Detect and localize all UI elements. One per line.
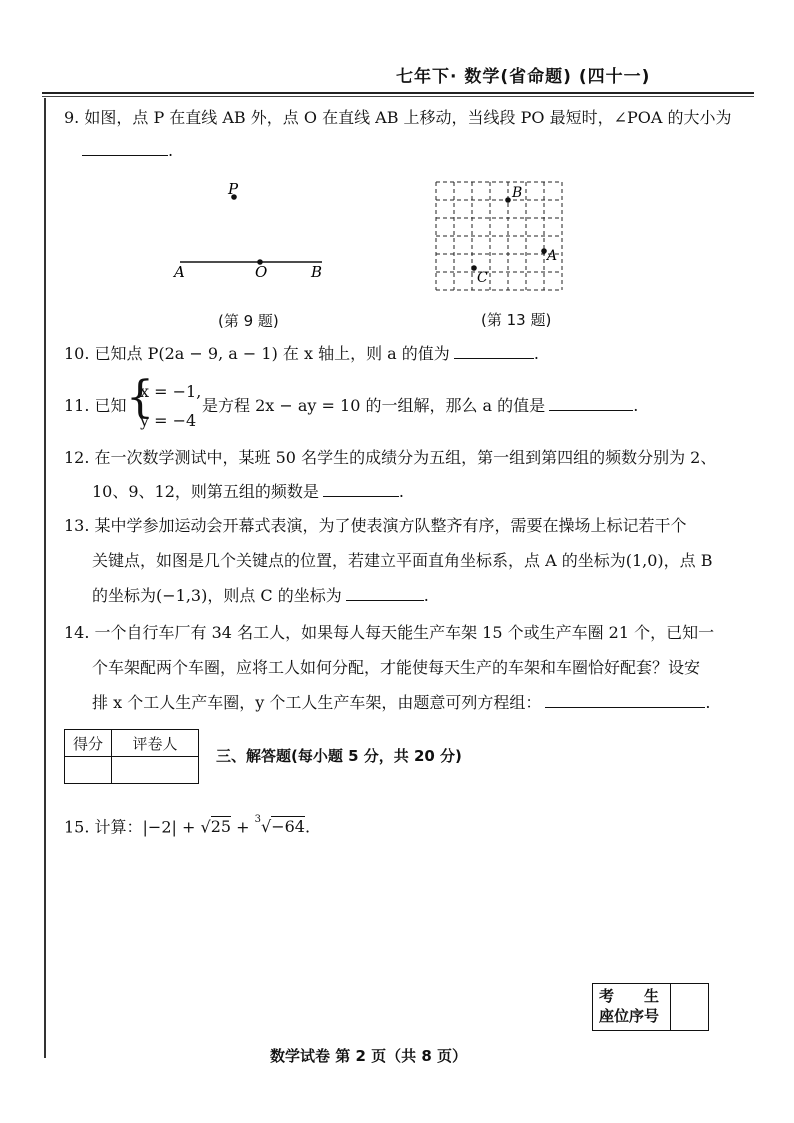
question-11-eq1: x = −1, [140, 382, 202, 401]
system-brace: { [126, 372, 154, 423]
point-c [471, 265, 477, 271]
point-b [505, 197, 511, 203]
question-14-text: 排 x 个工人生产车圈，y 个工人生产车架，由题意可列方程组： [92, 693, 542, 712]
cbrt-symbol: √ [261, 817, 272, 837]
punct: . [705, 693, 711, 712]
punct: . [533, 344, 539, 363]
question-12-line2 [92, 481, 404, 503]
question-12-line1: 12. 在一次数学测试中，某班 50 名学生的成绩分为五组，第一组到第四组的频数分别为 2、 [64, 448, 717, 467]
score-table [64, 729, 199, 784]
seat-label-line2: 座位序号 [599, 1007, 660, 1025]
left-margin-rule [44, 98, 46, 1058]
punct: . [633, 396, 639, 415]
question-13-line1: 13. 某中学参加运动会开幕式表演，为了使表演方队整齐有序，需要在操场上标记若干个 [64, 516, 687, 535]
question-10 [64, 343, 539, 365]
cbrt-expression [254, 814, 305, 837]
question-12-text: 10、9、12，则第五组的频数是 [92, 482, 319, 501]
plus: + [231, 817, 255, 837]
cbrt-index: 3 [254, 814, 261, 825]
section-3-title: 三、解答题(每小题 5 分，共 20 分) [216, 747, 462, 765]
grid-lines [436, 182, 562, 290]
question-14-line2: 个车架配两个车圈，应将工人如何分配，才能使每天生产的车架和车圈恰好配套？设安 [92, 658, 701, 677]
sqrt-expression [200, 816, 231, 836]
grader-cell[interactable] [112, 757, 199, 784]
seat-number-box [592, 983, 709, 1031]
figure-9-caption: (第 9 题) [218, 312, 279, 330]
figure-13-caption: (第 13 题) [481, 311, 552, 329]
header-tag: 七年下· 数学(省命题) (四十一) [396, 67, 651, 87]
seat-label-cell [593, 984, 671, 1030]
question-9-text: 9. 如图，点 P 在直线 AB 外，点 O 在直线 AB 上移动，当线段 PO 最短时，∠POA 的大小为 [64, 108, 732, 127]
label-a: A [174, 263, 185, 280]
seat-number-field[interactable] [672, 984, 708, 1030]
punct: . [423, 586, 429, 605]
header-rule-thin [42, 96, 754, 97]
question-13-line2: 关键点，如图是几个关键点的位置，若建立平面直角坐标系，点 A 的坐标为(1,0)，点 B [92, 551, 713, 570]
label-p: P [228, 180, 239, 198]
cbrt-radicand: −64 [271, 817, 305, 837]
figure-13-grid [430, 176, 570, 298]
question-13-line3 [92, 585, 429, 607]
punct: . [304, 817, 311, 837]
label-a: A [547, 248, 558, 264]
page-footer: 数学试卷 第 2 页（共 8 页） [270, 1047, 467, 1065]
label-c: C [477, 270, 488, 286]
punct: . [168, 141, 174, 160]
question-9-answer [82, 140, 173, 162]
question-13-text: 的坐标为(−1,3)，则点 C 的坐标为 [92, 586, 342, 605]
sqrt-radicand: 25 [210, 817, 232, 837]
grader-header: 评卷人 [112, 730, 199, 757]
answer-blank[interactable] [545, 693, 705, 708]
figure-9 [170, 180, 340, 280]
question-11-prefix: 11. 已知 [64, 396, 127, 415]
label-o: O [255, 263, 268, 280]
answer-blank[interactable] [82, 141, 168, 156]
answer-blank[interactable] [323, 482, 399, 497]
question-10-text: 10. 已知点 P(2a − 9, a − 1) 在 x 轴上，则 a 的值为 [64, 344, 450, 363]
question-15-prefix: 15. 计算：|−2| + [64, 817, 201, 837]
question-14-line1: 14. 一个自行车厂有 34 名工人，如果每人每天能生产车架 15 个或生产车圈 21 个，已知一 [64, 623, 715, 642]
answer-blank[interactable] [549, 396, 633, 411]
question-14-line3 [92, 692, 710, 714]
score-header: 得分 [65, 730, 112, 757]
answer-blank[interactable] [454, 344, 534, 359]
label-b: B [311, 263, 323, 280]
label-b: B [512, 185, 523, 201]
punct: . [398, 482, 404, 501]
sqrt-symbol: √ [200, 817, 211, 837]
question-11-rest [202, 395, 638, 417]
question-11-eq2: y = −4 [140, 411, 197, 430]
header-rule [42, 92, 754, 94]
answer-blank[interactable] [346, 586, 424, 601]
point-a [541, 248, 547, 254]
score-cell[interactable] [65, 757, 112, 784]
seat-label-line1: 考 生 [599, 987, 660, 1005]
question-15 [64, 813, 310, 838]
question-11-suffix: 是方程 2x − ay = 10 的一组解，那么 a 的值是 [202, 396, 546, 415]
